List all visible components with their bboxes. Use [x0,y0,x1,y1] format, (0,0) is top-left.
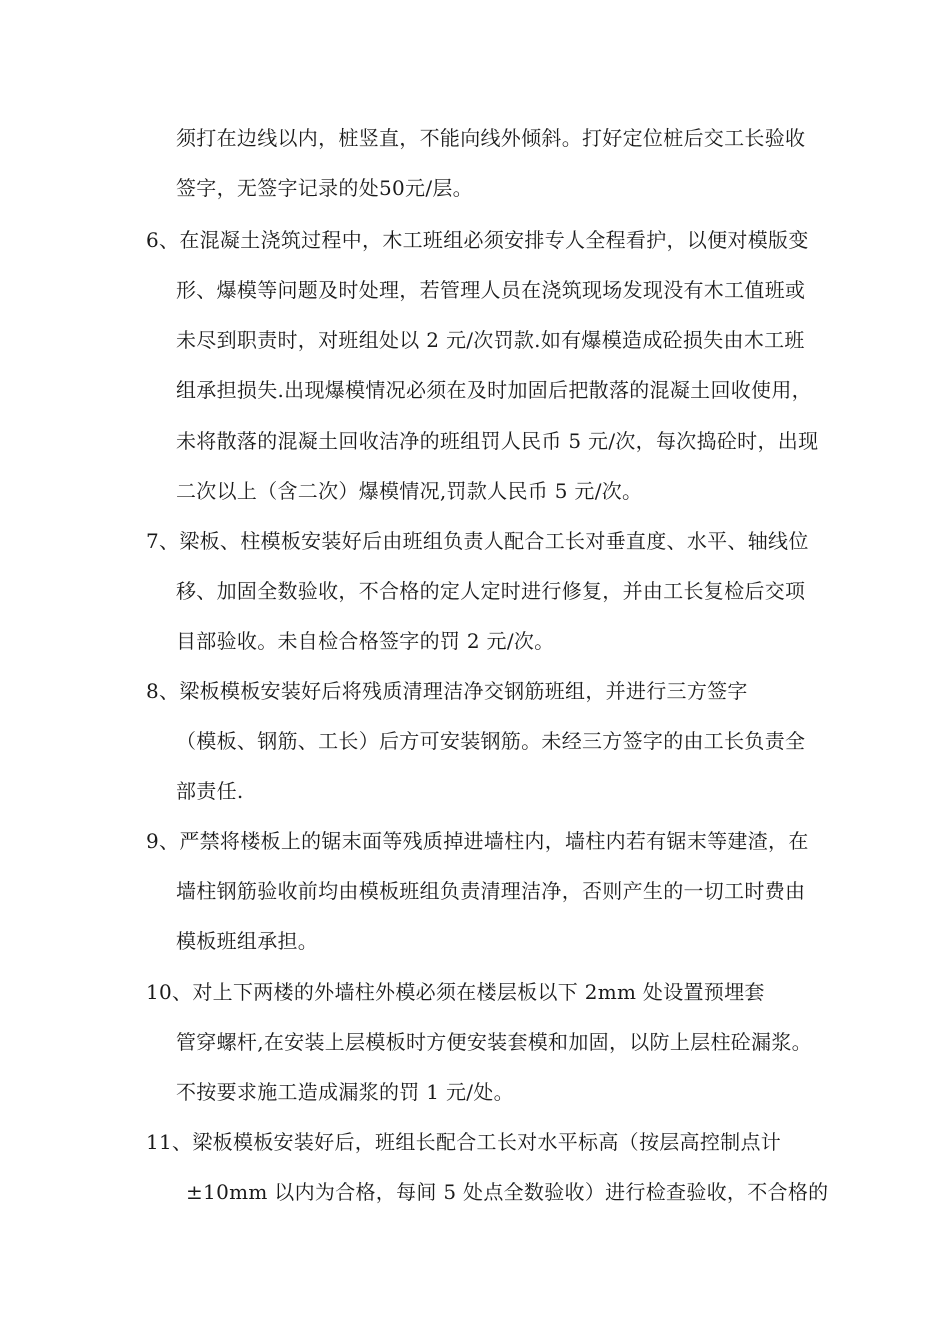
item-6-line-1: 6、在混凝土浇筑过程中，木工班组必须安排专人全程看护，以便对模版变 [146,228,809,252]
item-11-line-2: ±10mm 以内为合格，每间 5 处点全数验收）进行检查验收，不合格的 [186,1180,829,1204]
item-9-line-3: 模板班组承担。 [176,929,319,953]
item-6-line-2: 形、爆模等问题及时处理，若管理人员在浇筑现场发现没有木工值班或 [176,278,806,302]
item-11-line-1: 11、梁板模板安装好后，班组长配合工长对水平标高（按层高控制点计 [146,1130,782,1154]
item-8-line-3: 部责任. [176,779,244,803]
text-line-1: 须打在边线以内，桩竖直，不能向线外倾斜。打好定位桩后交工长验收 [176,126,806,150]
item-6-line-4: 组承担损失.出现爆模情况必须在及时加固后把散落的混凝土回收使用， [176,378,812,402]
item-9-line-1: 9、严禁将楼板上的锯末面等残质掉进墙柱内，墙柱内若有锯末等建渣，在 [146,829,809,853]
item-8-line-2: （模板、钢筋、工长）后方可安装钢筋。未经三方签字的由工长负责全 [176,729,806,753]
text-line-2: 签字，无签字记录的处50元/层。 [176,176,473,200]
item-10-line-1: 10、对上下两楼的外墙柱外模必须在楼层板以下 2mm 处设置预埋套 [146,980,765,1004]
item-9-line-2: 墙柱钢筋验收前均由模板班组负责清理洁净，否则产生的一切工时费由 [176,879,806,903]
item-7-line-1: 7、梁板、柱模板安装好后由班组负责人配合工长对垂直度、水平、轴线位 [146,529,809,553]
item-7-line-2: 移、加固全数验收，不合格的定人定时进行修复，并由工长复检后交项 [176,579,806,603]
item-6-line-3: 未尽到职责时，对班组处以 2 元/次罚款.如有爆模造成砼损失由木工班 [176,328,805,352]
item-6-line-6: 二次以上（含二次）爆模情况,罚款人民币 5 元/次。 [176,479,643,503]
item-7-line-3: 目部验收。未自检合格签字的罚 2 元/次。 [176,629,555,653]
item-8-line-1: 8、梁板模板安装好后将残质清理洁净交钢筋班组，并进行三方签字 [146,679,748,703]
item-10-line-3: 不按要求施工造成漏浆的罚 1 元/处。 [176,1080,514,1104]
item-6-line-5: 未将散落的混凝土回收洁净的班组罚人民币 5 元/次，每次捣砼时，出现 [176,429,819,453]
item-10-line-2: 管穿螺杆,在安装上层模板时方便安装套模和加固，以防上层柱砼漏浆。 [176,1030,812,1054]
